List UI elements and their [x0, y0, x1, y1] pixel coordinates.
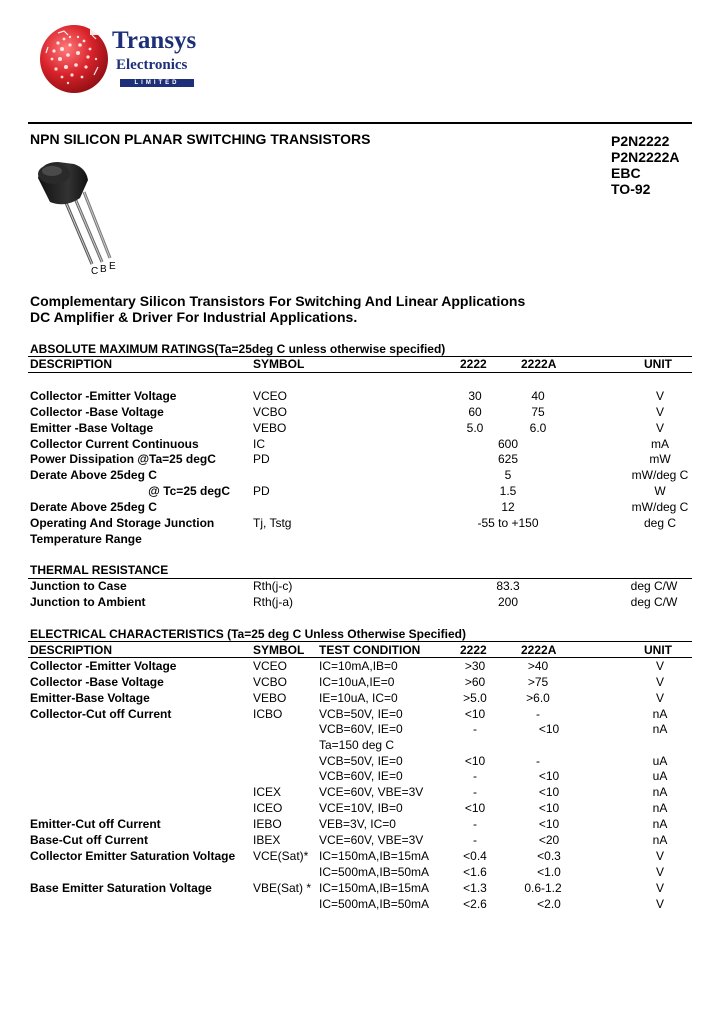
table-row-value-2222a: <10 [538, 722, 560, 736]
table-row-unit: mW [649, 452, 671, 466]
table-row-symbol: VBE(Sat) * [253, 881, 312, 895]
table-row-unit: V [655, 881, 664, 895]
table-row-condition: IC=500mA,IB=50mA [319, 865, 430, 879]
abs-max-title: ABSOLUTE MAXIMUM RATINGS(Ta=25deg C unless otherwise specified) [30, 342, 446, 356]
table-row-value-2222a: <10 [538, 769, 560, 783]
table-row-value-2222a: <2.0 [537, 897, 561, 911]
table-row-desc: Temperature Range [30, 532, 142, 546]
table-row-value-2222a: >75 [527, 675, 549, 689]
table-row-value-2222: <10 [464, 754, 486, 768]
table-row-value-2222a: <10 [538, 801, 560, 815]
table-row-value-2222: <10 [464, 801, 486, 815]
elec-rule-bottom [28, 657, 692, 658]
package-label: TO-92 [611, 181, 651, 197]
table-row-value-2222: <1.3 [463, 881, 487, 895]
table-row-unit: mW/deg C [631, 468, 689, 482]
table-row-symbol: IC [253, 437, 265, 451]
logo-limited-bar: LIMITED [120, 79, 194, 87]
table-row-symbol: VCEO [253, 659, 288, 673]
table-row-condition: Ta=150 deg C [319, 738, 395, 752]
elec-header-condition: TEST CONDITION [319, 643, 421, 657]
table-row-value-2222: - [473, 833, 477, 847]
abs-max-header-unit: UNIT [644, 357, 672, 371]
table-row-symbol: ICEO [253, 801, 283, 815]
table-row-value-2222a: 40 [531, 389, 545, 403]
table-row-condition: VCB=60V, IE=0 [319, 769, 403, 783]
table-row-unit: mA [651, 437, 669, 451]
header-divider [28, 122, 692, 124]
table-row-value-2222: - [473, 769, 477, 783]
table-row-unit: nA [652, 707, 668, 721]
table-row-unit: V [655, 389, 664, 403]
table-row-desc: @ Tc=25 degC [148, 484, 230, 498]
table-row-value-2222a: >6.0 [526, 691, 550, 705]
table-row-value-2222a: <10 [538, 817, 560, 831]
table-row-value-2222a: 75 [531, 405, 545, 419]
table-row-value-2222: - [473, 785, 477, 799]
table-row-desc: Derate Above 25deg C [30, 468, 157, 482]
table-row-condition: IC=150mA,IB=15mA [319, 849, 430, 863]
table-row-value-2222a: 0.6-1.2 [524, 881, 562, 895]
abs-max-header-2222a: 2222A [521, 357, 557, 371]
table-row-desc: Base Emitter Saturation Voltage [30, 881, 212, 895]
thermal-title: THERMAL RESISTANCE [30, 563, 169, 577]
table-row-unit: V [655, 691, 664, 705]
table-row-desc: Collector -Base Voltage [30, 405, 164, 419]
table-row-symbol: VCE(Sat)* [253, 849, 309, 863]
lead-label-b: B [100, 264, 107, 275]
elec-header-2222: 2222 [460, 643, 487, 657]
elec-header-2222a: 2222A [521, 643, 557, 657]
table-row-desc: Collector -Emitter Voltage [30, 389, 177, 403]
table-row-value: 200 [497, 595, 519, 609]
table-row-value-2222: 5.0 [466, 421, 484, 435]
table-row-value-2222a: <0.3 [537, 849, 561, 863]
table-row-unit: V [655, 421, 664, 435]
table-row-unit: V [655, 849, 664, 863]
table-row-unit: nA [652, 817, 668, 831]
table-row-desc: Emitter-Cut off Current [30, 817, 161, 831]
table-row-desc: Collector -Base Voltage [30, 675, 164, 689]
table-row-value-2222a: >40 [527, 659, 549, 673]
table-row-value-2222a: <10 [538, 785, 560, 799]
table-row-value-2222: >30 [464, 659, 486, 673]
table-row-unit: deg C/W [630, 595, 678, 609]
table-row-condition: IC=150mA,IB=15mA [319, 881, 430, 895]
table-row-symbol: VCBO [253, 675, 288, 689]
table-row-symbol: PD [253, 484, 270, 498]
table-row-desc: Base-Cut off Current [30, 833, 149, 847]
table-row-value-2222a: <1.0 [537, 865, 561, 879]
part-number-2: P2N2222A [611, 149, 680, 165]
elec-title: ELECTRICAL CHARACTERISTICS (Ta=25 deg C Unless Otherwise Specified) [30, 627, 466, 641]
elec-header-unit: UNIT [644, 643, 672, 657]
table-row-value: 600 [497, 437, 519, 451]
table-row-value: -55 to +150 [477, 516, 539, 530]
table-row-value-2222: <10 [464, 707, 486, 721]
pinout-label: EBC [611, 165, 641, 181]
table-row-unit: V [655, 405, 664, 419]
table-row-symbol: VEBO [253, 421, 287, 435]
table-row-symbol: Rth(j-a) [253, 595, 294, 609]
table-row-condition: VCB=50V, IE=0 [319, 754, 403, 768]
table-row-value: 625 [497, 452, 519, 466]
table-row-value-2222a: 6.0 [529, 421, 547, 435]
to92-package-icon [30, 158, 130, 276]
abs-max-header-description: DESCRIPTION [30, 357, 113, 371]
logo-company-name: Transys [112, 27, 197, 54]
intro-line-1: Complementary Silicon Transistors For Switching And Linear Applications [30, 293, 526, 309]
table-row-value-2222: >60 [464, 675, 486, 689]
globe-icon [38, 23, 110, 95]
elec-header-description: DESCRIPTION [30, 643, 113, 657]
table-row-desc: Emitter-Base Voltage [30, 691, 150, 705]
table-row-desc: Collector -Emitter Voltage [30, 659, 177, 673]
elec-rule-top [28, 641, 692, 642]
table-row-unit: nA [652, 722, 668, 736]
table-row-value-2222: - [473, 817, 477, 831]
table-row-symbol: ICBO [253, 707, 283, 721]
abs-max-rule-bottom [28, 372, 692, 373]
table-row-value: 12 [501, 500, 515, 514]
table-row-unit: deg C/W [630, 579, 678, 593]
table-row-desc: Collector Emitter Saturation Voltage [30, 849, 236, 863]
abs-max-header-symbol: SYMBOL [253, 357, 305, 371]
thermal-rule [28, 578, 692, 579]
table-row-condition: IC=10uA,IE=0 [319, 675, 395, 689]
table-row-value-2222a: <20 [538, 833, 560, 847]
table-row-symbol: Rth(j-c) [253, 579, 293, 593]
table-row-unit: V [655, 897, 664, 911]
abs-max-rule-top [28, 356, 692, 357]
table-row-unit: V [655, 675, 664, 689]
table-row-value-2222: <1.6 [463, 865, 487, 879]
table-row-symbol: Tj, Tstg [253, 516, 292, 530]
table-row-condition: IE=10uA, IC=0 [319, 691, 398, 705]
table-row-value: 1.5 [499, 484, 517, 498]
table-row-desc: Junction to Case [30, 579, 127, 593]
part-number-1: P2N2222 [611, 133, 670, 149]
table-row-desc: Derate Above 25deg C [30, 500, 157, 514]
table-row-value-2222: >5.0 [463, 691, 487, 705]
table-row-symbol: PD [253, 452, 270, 466]
table-row-condition: IC=10mA,IB=0 [319, 659, 398, 673]
table-row-symbol: VEBO [253, 691, 287, 705]
table-row-unit: uA [652, 769, 668, 783]
table-row-condition: VCE=60V, VBE=3V [319, 785, 424, 799]
table-row-unit: W [654, 484, 666, 498]
table-row-unit: nA [652, 801, 668, 815]
table-row-symbol: IBEX [253, 833, 281, 847]
table-row-unit: V [655, 659, 664, 673]
table-row-desc: Emitter -Base Voltage [30, 421, 154, 435]
table-row-desc: Collector Current Continuous [30, 437, 199, 451]
table-row-condition: VCB=50V, IE=0 [319, 707, 403, 721]
table-row-condition: IC=500mA,IB=50mA [319, 897, 430, 911]
table-row-value-2222a: - [536, 754, 540, 768]
table-row-unit: mW/deg C [631, 500, 689, 514]
table-row-unit: nA [652, 833, 668, 847]
page-title: NPN SILICON PLANAR SWITCHING TRANSISTORS [30, 131, 371, 147]
abs-max-header-2222: 2222 [460, 357, 487, 371]
table-row-value: 5 [504, 468, 512, 482]
table-row-condition: VCE=10V, IB=0 [319, 801, 403, 815]
table-row-unit: nA [652, 785, 668, 799]
table-row-value-2222: - [473, 722, 477, 736]
table-row-symbol: IEBO [253, 817, 282, 831]
table-row-unit: V [655, 865, 664, 879]
table-row-condition: VCE=60V, VBE=3V [319, 833, 424, 847]
lead-label-e: E [109, 261, 116, 272]
table-row-value-2222: 30 [468, 389, 482, 403]
table-row-unit: uA [652, 754, 668, 768]
table-row-desc: Operating And Storage Junction [30, 516, 215, 530]
table-row-symbol: ICEX [253, 785, 282, 799]
table-row-value-2222: 60 [468, 405, 482, 419]
lead-label-c: C [91, 266, 99, 277]
table-row-symbol: VCBO [253, 405, 288, 419]
table-row-value-2222a: - [536, 707, 540, 721]
table-row-desc: Collector-Cut off Current [30, 707, 172, 721]
table-row-value-2222: <2.6 [463, 897, 487, 911]
table-row-unit: deg C [643, 516, 677, 530]
table-row-desc: Junction to Ambient [30, 595, 146, 609]
table-row-condition: VEB=3V, IC=0 [319, 817, 396, 831]
table-row-desc: Power Dissipation @Ta=25 degC [30, 452, 216, 466]
logo-company-subname: Electronics [116, 57, 188, 73]
table-row-value: 83.3 [496, 579, 520, 593]
table-row-symbol: VCEO [253, 389, 288, 403]
intro-line-2: DC Amplifier & Driver For Industrial Applications. [30, 309, 358, 325]
table-row-value-2222: <0.4 [463, 849, 487, 863]
table-row-condition: VCB=60V, IE=0 [319, 722, 403, 736]
elec-header-symbol: SYMBOL [253, 643, 305, 657]
